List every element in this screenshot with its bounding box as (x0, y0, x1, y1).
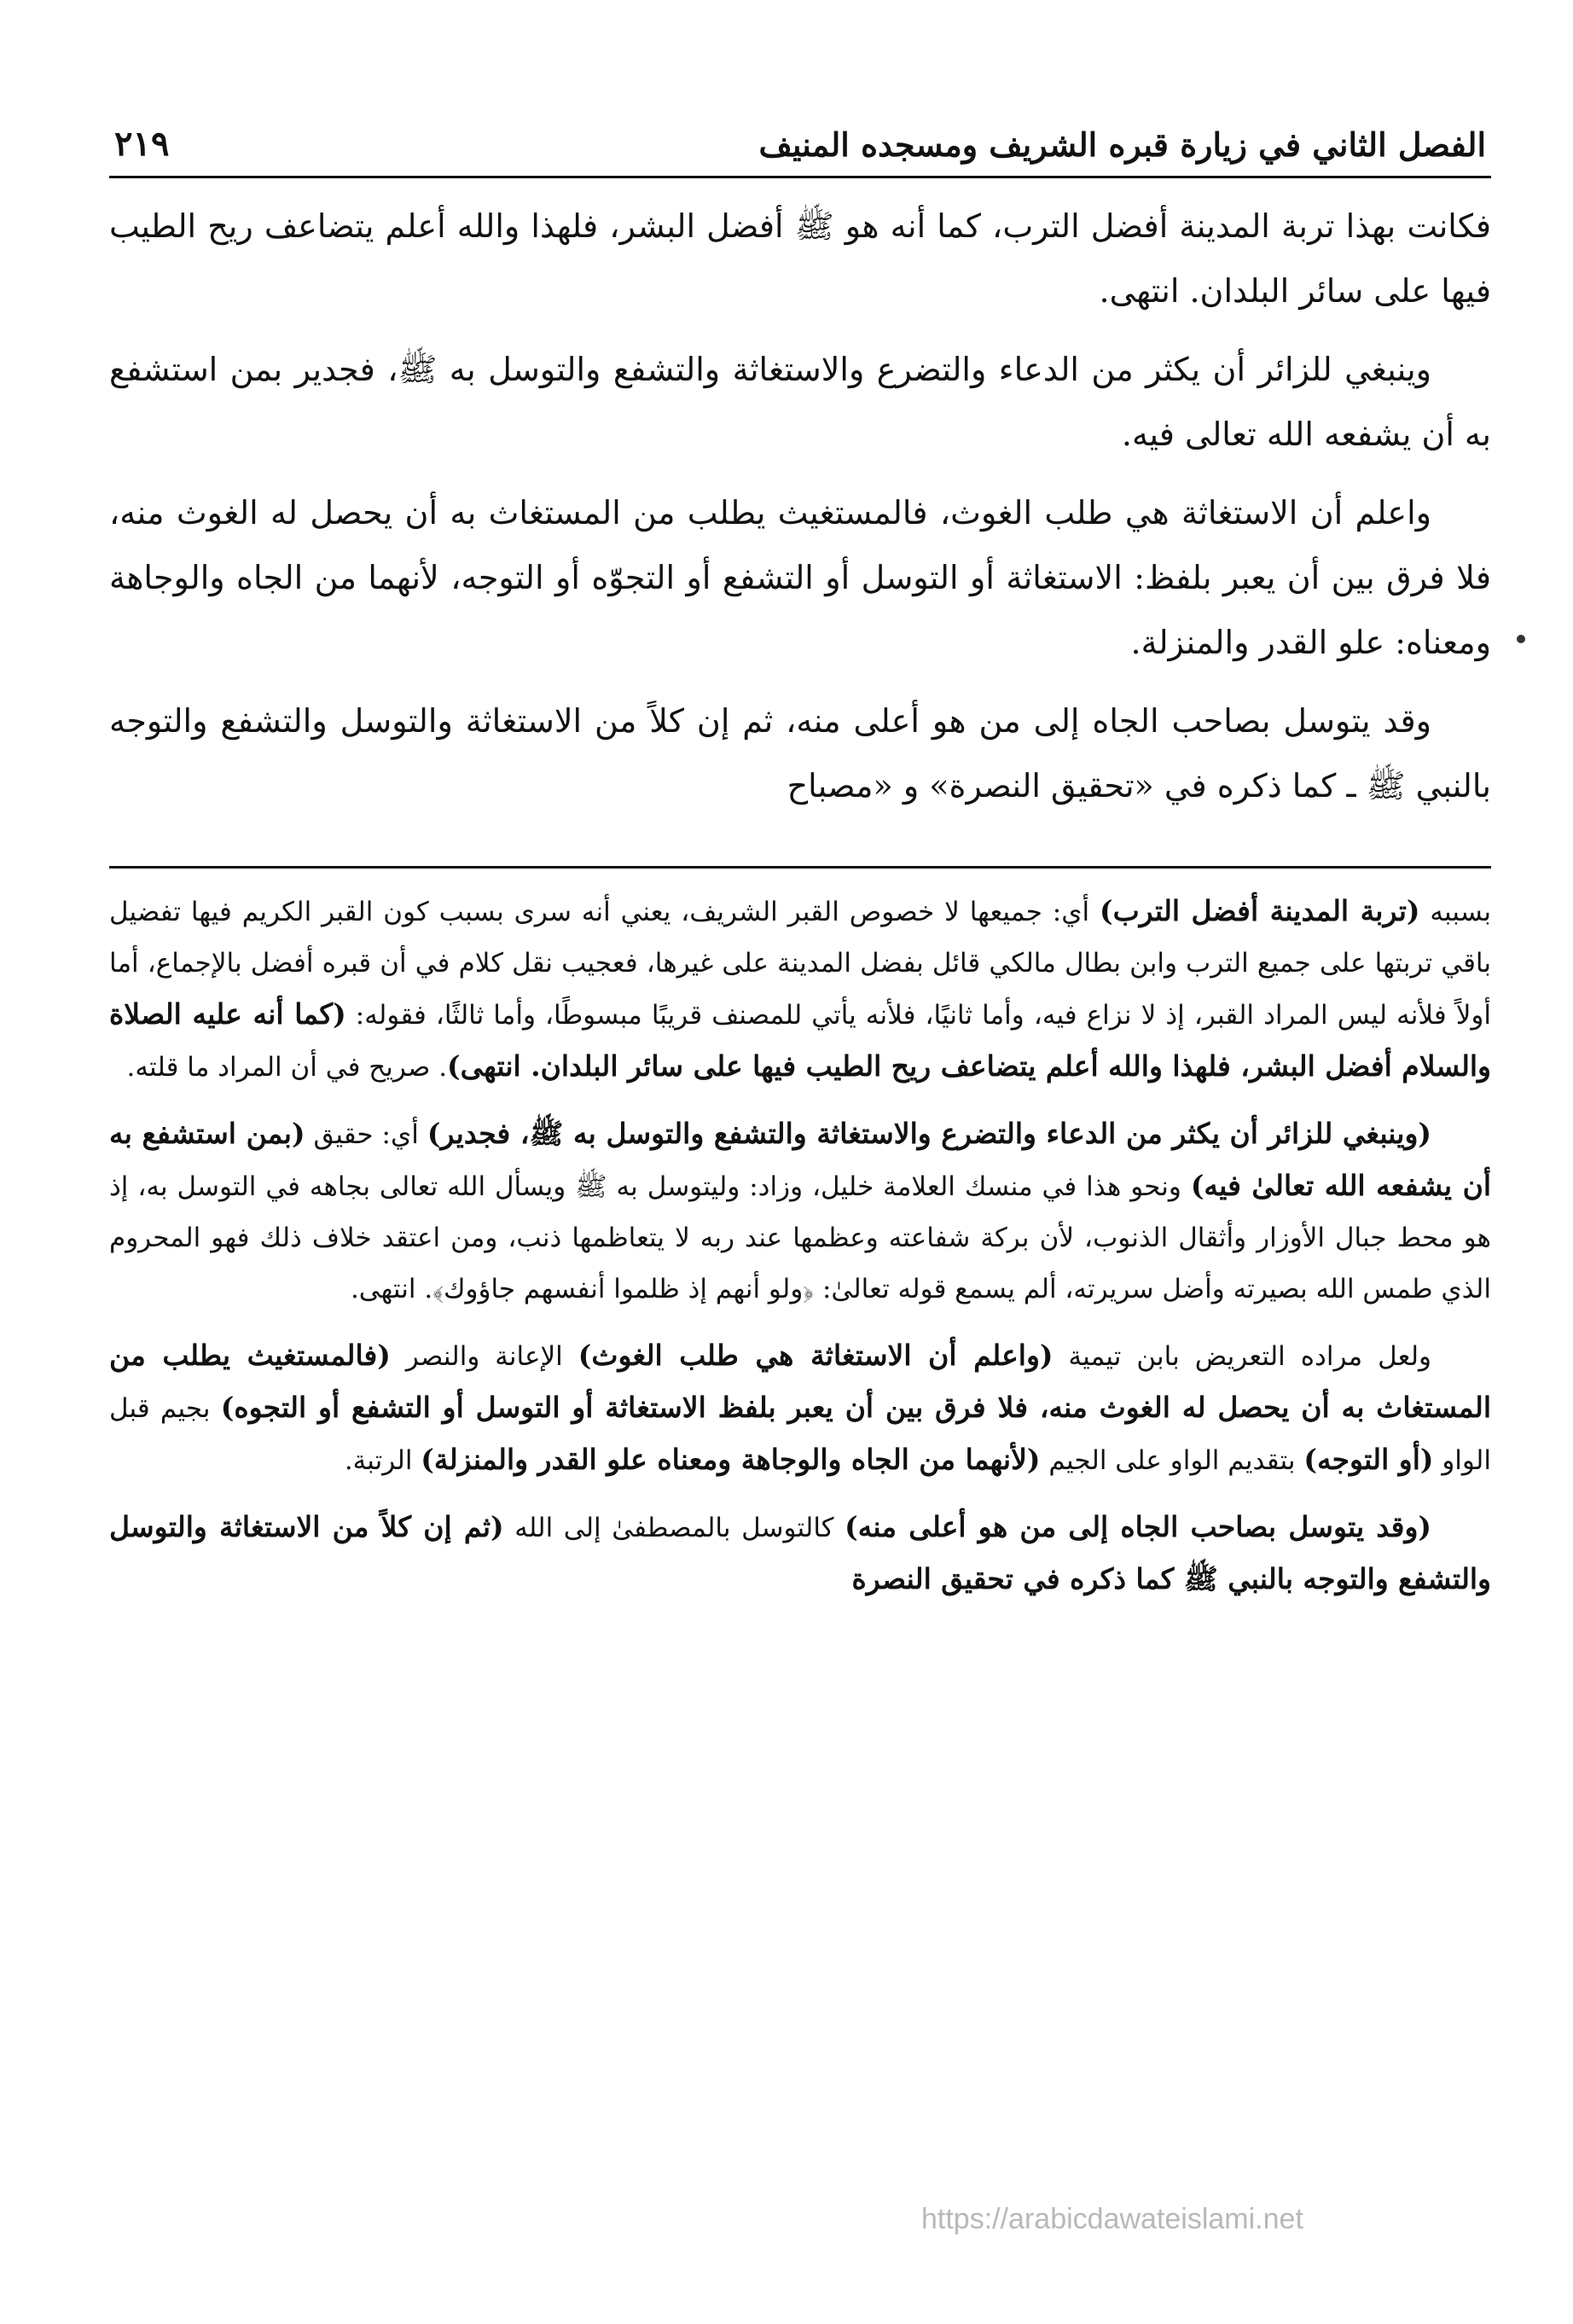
commentary-quote: (فالمستغيث يطلب من المستغاث به أن يحصل له الغوث منه، فلا فرق بين أن يعبر بلفظ الاستغاثة أو التوسل أو التشفع أو التجوه) (109, 1339, 1492, 1424)
main-paragraph-1: فكانت بهذا تربة المدينة أفضل الترب، كما أنه هو ﷺ أفضل البشر، فلهذا والله أعلم يتضاعف ريح الطيب فيها على سائر البلدان. انتهى. (109, 207, 1491, 310)
commentary-paragraph-1 (109, 886, 1491, 1093)
margin-dot (1517, 635, 1525, 643)
page-number: ٢١٩ (114, 124, 170, 164)
commentary-text: كالتوسل بالمصطفىٰ إلى الله (503, 1513, 845, 1543)
commentary-text: الرتبة. (344, 1445, 421, 1476)
commentary-text: الإعانة والنصر (390, 1341, 578, 1372)
commentary-paragraph-3 (109, 1330, 1491, 1486)
watermark-url: https://arabicdawateislami.net (921, 2203, 1303, 2235)
commentary-text: . صريح في أن المراد ما قلته. (126, 1052, 448, 1083)
main-paragraph-4: وقد يتوسل بصاحب الجاه إلى من هو أعلى منه، ثم إن كلاً من الاستغاثة والتوسل والتشفع والتوجه بالنبي ﷺ ـ كما ذكره في «تحقيق النصرة» و «مصباح (109, 702, 1491, 805)
book-page (109, 102, 1491, 2286)
commentary-text: بسببه (1419, 897, 1491, 927)
main-paragraph-3: واعلم أن الاستغاثة هي طلب الغوث، فالمستغيث يطلب من المستغاث به أن يحصل له الغوث منه، فلا فرق بين أن يعبر بلفظ: الاستغاثة أو التوسل أو التشفع أو التجوّه أو التوجه، لأنهما من الجاه والوجاهة ومعناه: علو القدر والمنزلة. (109, 494, 1491, 661)
page-header (109, 102, 1491, 164)
commentary-paragraph-2 (109, 1108, 1491, 1315)
commentary (109, 886, 1491, 1606)
commentary-quote: (بمن استشفع به أن يشفعه الله تعالىٰ فيه) (109, 1117, 1491, 1202)
footnote-rule (109, 866, 1491, 869)
commentary-quote: (وقد يتوسل بصاحب الجاه إلى من هو أعلى منه) (845, 1510, 1432, 1543)
commentary-quote: (كما أنه عليه الصلاة والسلام أفضل البشر، فلهذا والله أعلم يتضاعف ريح الطيب فيها على سائر البلدان. انتهى) (109, 997, 1491, 1083)
commentary-text: أي: حقيق (305, 1119, 427, 1150)
commentary-quote: (واعلم أن الاستغاثة هي طلب الغوث) (578, 1339, 1054, 1372)
header-rule (109, 176, 1491, 178)
commentary-quote: (لأنهما من الجاه والوجاهة ومعناه علو القدر والمنزلة) (421, 1443, 1041, 1476)
commentary-text: ولعل مراده التعريض بابن تيمية (1053, 1341, 1432, 1372)
commentary-text: ونحو هذا في منسك العلامة خليل، وزاد: وليتوسل به ﷺ ويسأل الله تعالى بجاهه في التوسل به، إذ هو محط جبال الأوزار وأثقال الذنوب، لأن بركة شفاعته وعظمها عند ربه لا يتعاظمها ذنب، ومن اعتقد خلاف ذلك فهو المحروم الذي طمس الله بصيرته وأضل سريرته، ألم يسمع قوله تعالىٰ: ﴿ولو أنهم إذ ظلموا أنفسهم جاؤوك﴾. انتهى. (109, 1171, 1491, 1304)
commentary-text: بجيم قبل الواو (109, 1393, 1491, 1476)
commentary-quote: (أو التوجه) (1303, 1443, 1434, 1476)
commentary-quote: (وينبغي للزائر أن يكثر من الدعاء والتضرع والاستغاثة والتشفع والتوسل به ﷺ، فجدير) (427, 1117, 1431, 1150)
commentary-quote: (تربة المدينة أفضل الترب) (1099, 894, 1420, 927)
commentary-text: بتقديم الواو على الجيم (1040, 1445, 1304, 1476)
commentary-paragraph-4 (109, 1502, 1491, 1606)
commentary-text: أي: جميعها لا خصوص القبر الشريف، يعني أنه سرى بسبب كون القبر الكريم فيها تفضيل باقي تربتها على جميع الترب وابن بطال مالكي قائل بفضل المدينة على غيرها، فعجيب نقل كلام في أن قبره أفضل بالإجماع، أما أولاً فلأنه ليس المراد القبر، إذ لا نزاع فيه، وأما ثانيًا، فلأنه يأتي للمصنف قريبًا مبسوطًا، وأما ثالثًا، فقوله: (109, 897, 1491, 1031)
chapter-title: الفصل الثاني في زيارة قبره الشريف ومسجده المنيف (758, 125, 1486, 164)
main-paragraph-2: وينبغي للزائر أن يكثر من الدعاء والتضرع والاستغاثة والتشفع والتوسل به ﷺ، فجدير بمن استشفع به أن يشفعه الله تعالى فيه. (109, 351, 1491, 453)
main-text (109, 194, 1491, 818)
commentary-quote: (ثم إن كلاً من الاستغاثة والتوسل والتشفع والتوجه بالنبي ﷺ كما ذكره في تحقيق النصرة (109, 1510, 1491, 1595)
